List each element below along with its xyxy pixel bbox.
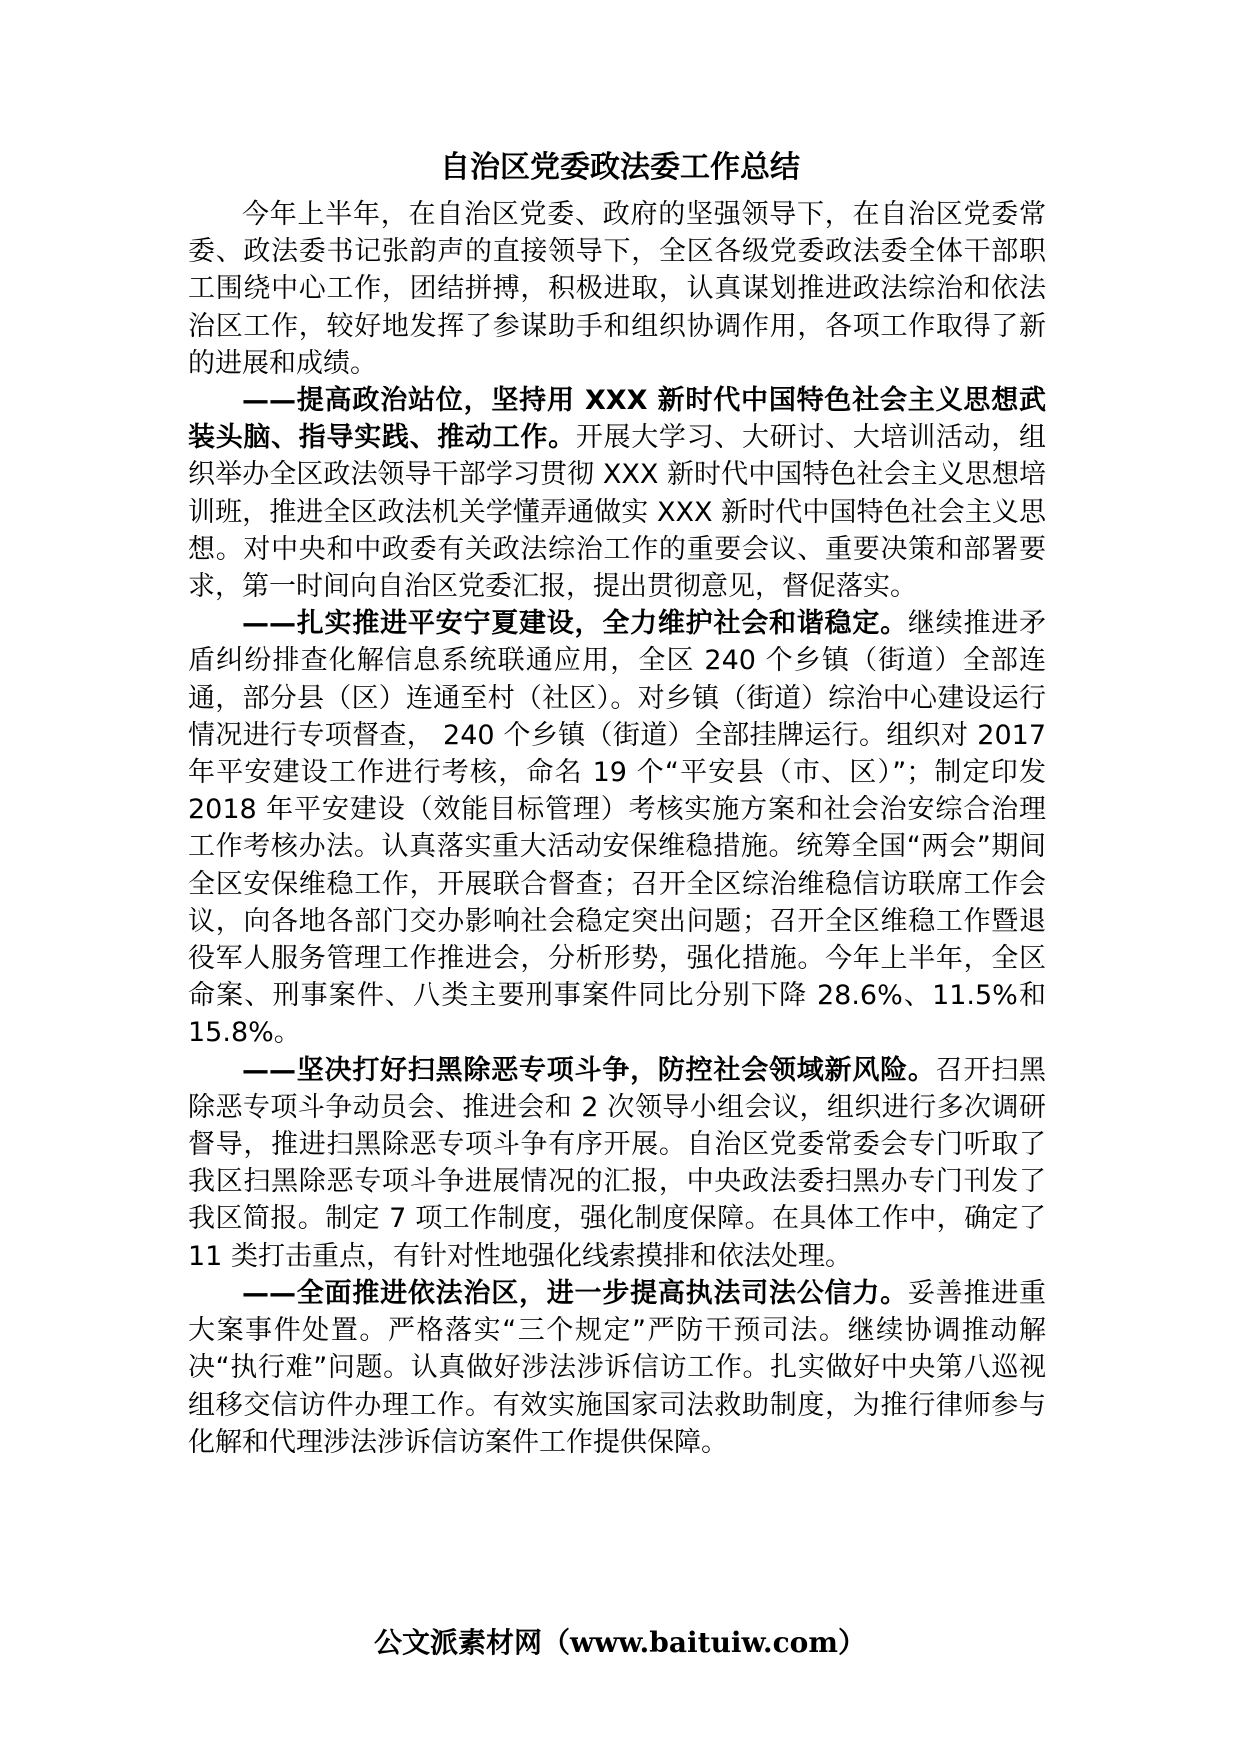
section-body-2: 继续推进矛盾纠纷排查化解信息系统联通应用，全区 240 个乡镇（街道）全部连通，部分县（区）连通至村（社区）。对乡镇（街道）综治中心建设运行情况进行专项督查， 240 个乡镇（街道）全部挂牌运行。组织对 2017 年平安建设工作进行考核，命名 19 个“平安县（市、区）”；制定印发 2018 年平安建设（效能目标管理）考核实施方案和社会治安综合治理工作考核办法。认真落实重大活动安保维稳措施。统筹全国“两会”期间全区安保维稳工作，开展联合督查；召开全区综治维稳信访联席工作会议，向各地各部门交办影响社会稳定突出问题；召开全区维稳工作暨退役军人服务管理工作推进会，分析形势，强化措施。今年上半年，全区命案、刑事案件、八类主要刑事案件同比分别下降 28.6%、11.5%和 15.8%。 [188,608,1047,1049]
section-heading-3: ——坚决打好扫黑除恶专项斗争，防控社会领域新风险。 [242,1054,936,1086]
document-title: 自治区党委政法委工作总结 [440,150,800,185]
document-body [188,196,1046,1461]
section-heading-1: ——提高政治站位，坚持用 XXX 新时代中国特色社会主义思想武装头脑、指导实践、推动工作。 [188,385,1046,454]
section-body-1: 开展大学习、大研讨、大培训活动，组织举办全区政法领导干部学习贯彻 XXX 新时代中国特色社会主义思想培训班，推进全区政法机关学懂弄通做实 XXX 新时代中国特色社会主义思想。对中央和中政委有关政法综治工作的重要会议、重要决策和部署要求，第一时间向自治区党委汇报，提出贯彻意见，督促落实。 [188,422,1047,603]
section-heading-4: ——全面推进依法治区，进一步提高执法司法公信力。 [242,1277,908,1309]
section-paragraph-2 [188,605,1046,1051]
section-heading-2: ——扎实推进平安宁夏建设，全力维护社会和谐稳定。 [242,608,908,640]
section-paragraph-4 [188,1275,1046,1461]
source-watermark-footer: 公文派素材网（www.baituiw.com） [374,1626,866,1659]
section-paragraph-3 [188,1052,1046,1275]
section-paragraph-1 [188,382,1046,605]
intro-paragraph: 今年上半年，在自治区党委、政府的坚强领导下，在自治区党委常委、政法委书记张韵声的直接领导下，全区各级党委政法委全体干部职工围绕中心工作，团结拼搏，积极进取，认真谋划推进政法综治和依法治区工作，较好地发挥了参谋助手和组织协调作用，各项工作取得了新的进展和成绩。 [188,199,1046,379]
section-body-3: 召开扫黑除恶专项斗争动员会、推进会和 2 次领导小组会议，组织进行多次调研督导，推进扫黑除恶专项斗争有序开展。自治区党委常委会专门听取了我区扫黑除恶专项斗争进展情况的汇报，中央政法委扫黑办专门刊发了我区简报。制定 7 项工作制度，强化制度保障。在具体工作中，确定了 11 类打击重点，有针对性地强化线索摸排和依法处理。 [188,1054,1047,1272]
section-body-4: 妥善推进重大案事件处置。严格落实“三个规定”严防干预司法。继续协调推动解决“执行难”问题。认真做好涉法涉诉信访工作。扎实做好中央第八巡视组移交信访件办理工作。有效实施国家司法救助制度，为推行律师参与化解和代理涉法涉诉信访案件工作提供保障。 [188,1277,1047,1458]
